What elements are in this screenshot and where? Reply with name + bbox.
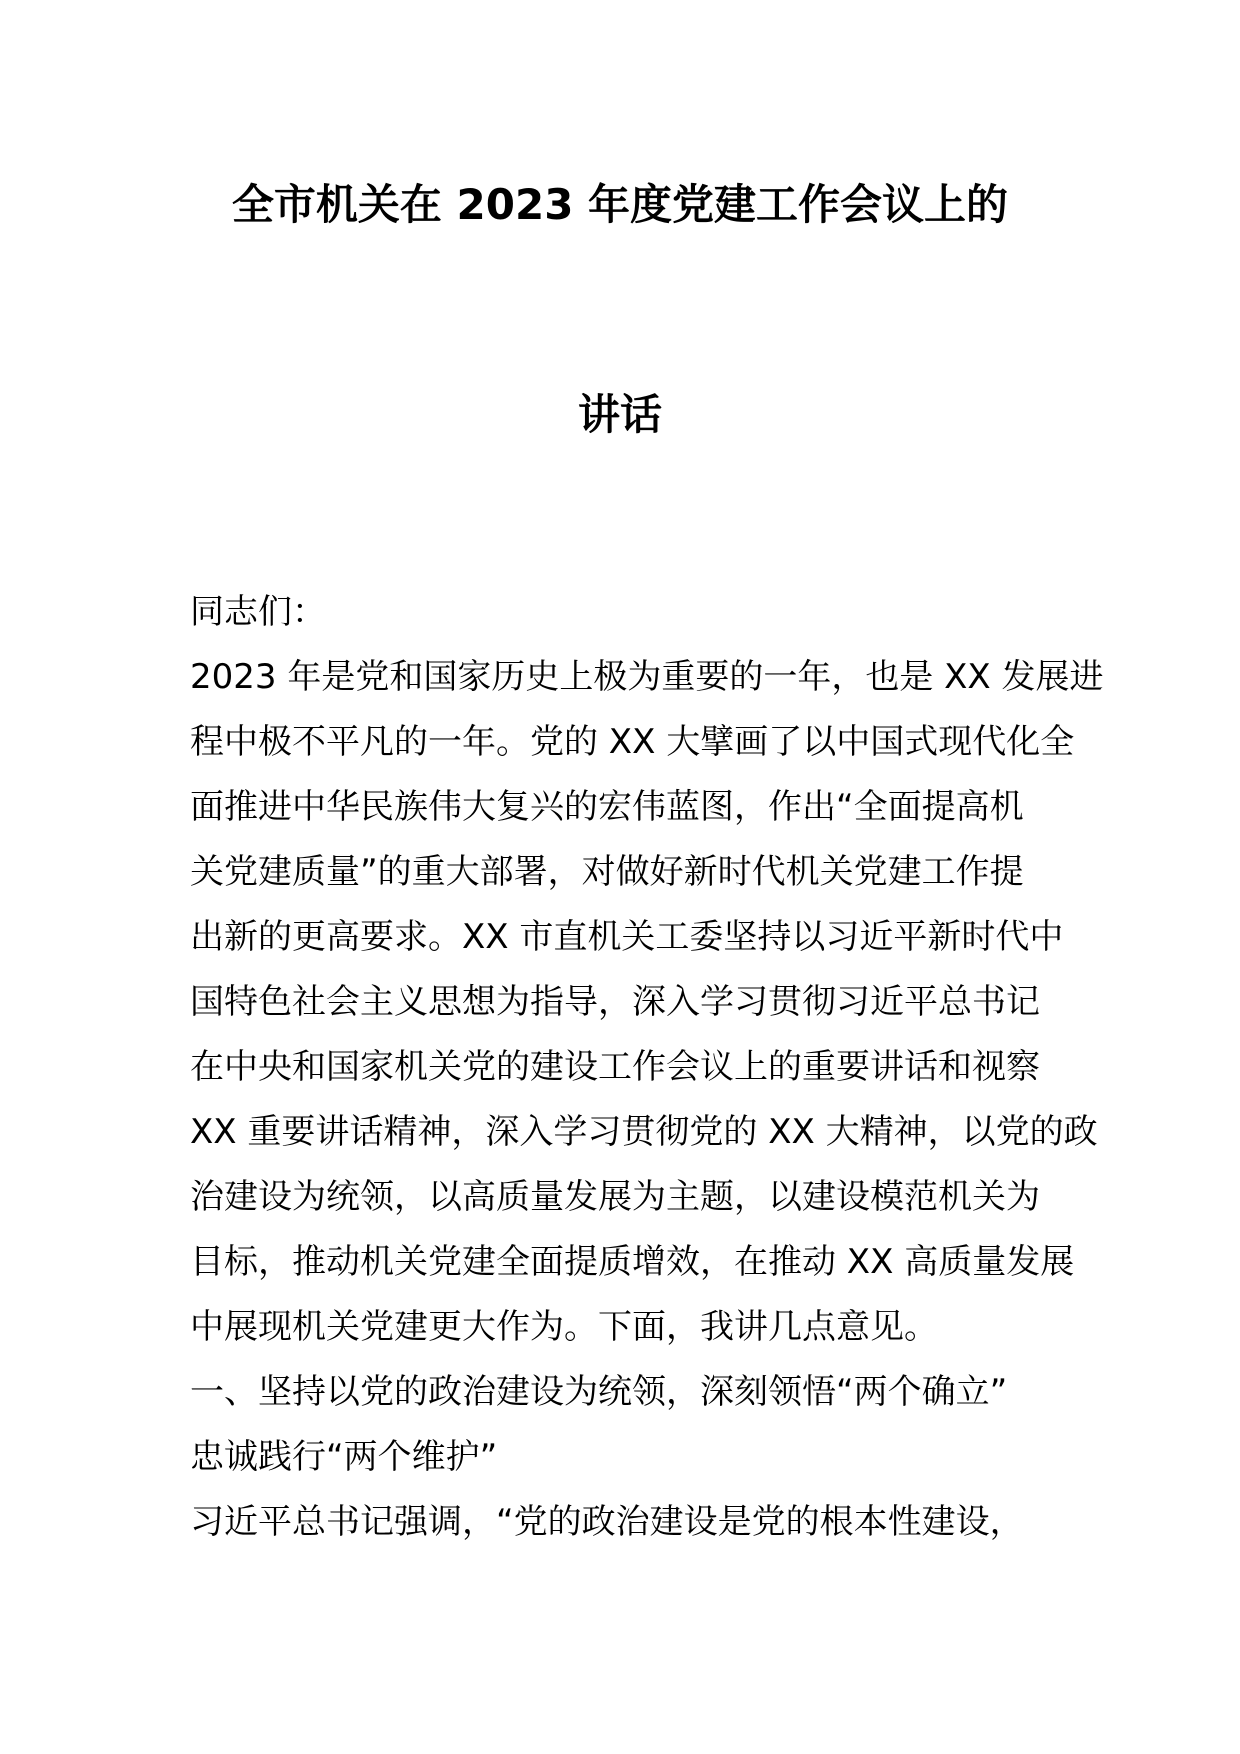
document-body xyxy=(190,580,1104,1555)
paragraph-line: 程中极不平凡的一年。党的 XX 大擘画了以中国式现代化全 xyxy=(190,722,1075,762)
document-title-line-1: 全市机关在 2023 年度党建工作会议上的 xyxy=(231,180,1009,229)
paragraph-line: 目标，推动机关党建全面提质增效，在推动 XX 高质量发展 xyxy=(190,1242,1075,1282)
paragraph-line: 在中央和国家机关党的建设工作会议上的重要讲话和视察 xyxy=(190,1047,1040,1087)
section-heading-line: 忠诚践行“两个维护” xyxy=(190,1437,498,1477)
paragraph-line: 面推进中华民族伟大复兴的宏伟蓝图，作出“全面提高机 xyxy=(190,787,1024,827)
salutation: 同志们： xyxy=(190,592,326,632)
paragraph-line: 中展现机关党建更大作为。下面，我讲几点意见。 xyxy=(190,1307,938,1347)
paragraph-line: 习近平总书记强调，“党的政治建设是党的根本性建设， xyxy=(190,1502,1024,1542)
paragraph-line: 2023 年是党和国家历史上极为重要的一年，也是 XX 发展进 xyxy=(190,657,1104,697)
paragraph-line: 出新的更高要求。XX 市直机关工委坚持以习近平新时代中 xyxy=(190,917,1064,957)
paragraph-line: 国特色社会主义思想为指导，深入学习贯彻习近平总书记 xyxy=(190,982,1040,1022)
paragraph-line: XX 重要讲话精神，深入学习贯彻党的 XX 大精神，以党的政 xyxy=(190,1112,1098,1152)
document-title-line-2: 讲话 xyxy=(577,390,662,439)
paragraph-line: 关党建质量”的重大部署，对做好新时代机关党建工作提 xyxy=(190,852,1024,892)
section-heading-line: 一、坚持以党的政治建设为统领，深刻领悟“两个确立” xyxy=(190,1372,1008,1412)
paragraph-line: 治建设为统领，以高质量发展为主题，以建设模范机关为 xyxy=(190,1177,1040,1217)
